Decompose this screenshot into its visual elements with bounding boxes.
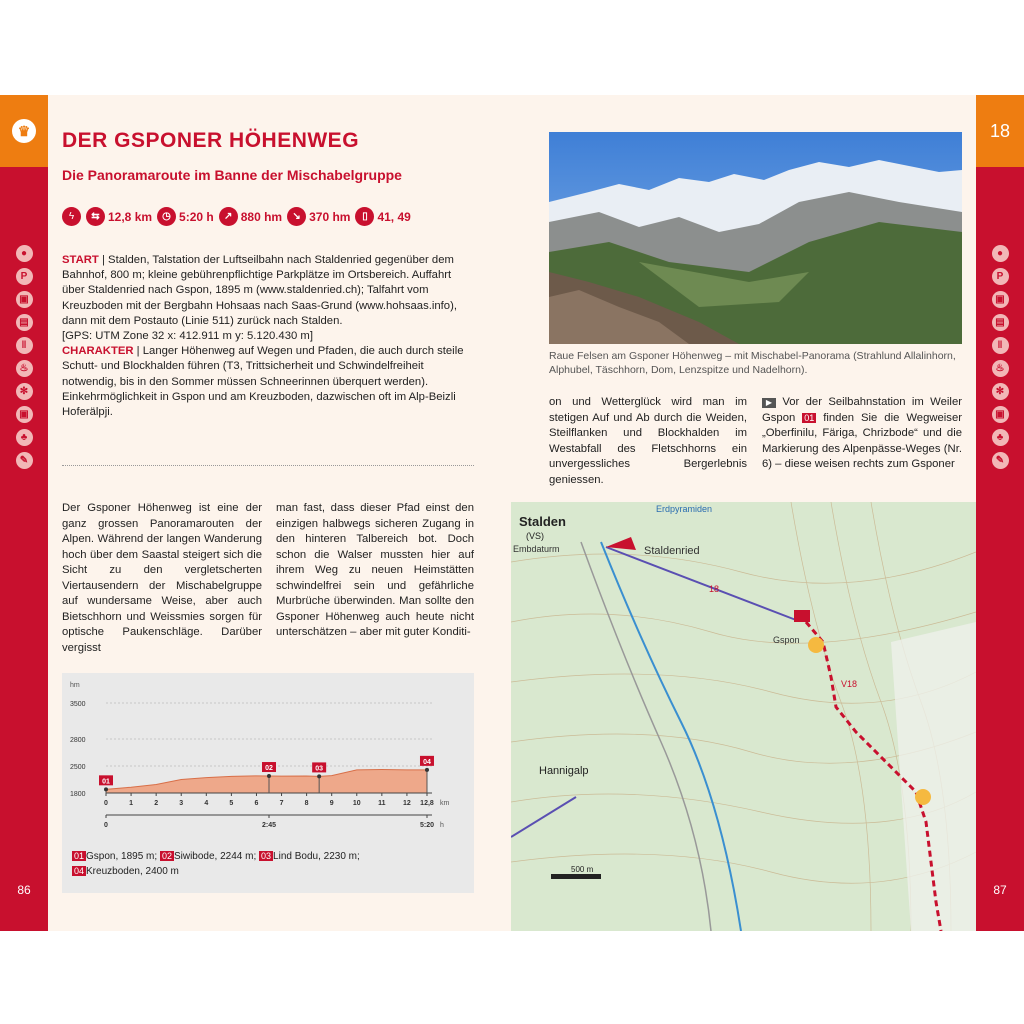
time-tick-label: 2:45: [261, 822, 277, 829]
waypoint-label: 01: [102, 778, 110, 786]
map-value: 41, 49: [377, 209, 411, 224]
time-tick-label: 0: [104, 822, 108, 829]
stat-ascent: [219, 207, 282, 226]
x-tick-label: 5: [229, 800, 234, 807]
label-stalden: Stalden: [519, 514, 566, 529]
y-tick-label: 2800: [70, 737, 86, 744]
distance-icon: ⇆: [86, 207, 105, 226]
snow-icon: ✻: [992, 383, 1009, 400]
page-subtitle: Die Panoramaroute im Banne der Mischabelgruppe: [62, 167, 402, 183]
y-axis-label: hm: [70, 682, 80, 689]
hiker-icon: ✎: [992, 452, 1009, 469]
scale-label: 500 m: [571, 865, 594, 874]
cablecar-icon: ▤: [16, 314, 33, 331]
scale-bar: [551, 874, 601, 879]
label-erdpyramiden: Erdpyramiden: [656, 504, 713, 514]
stat-descent: [287, 207, 350, 226]
bus-icon-2: ▣: [992, 406, 1009, 423]
hiker-icon: ✎: [16, 452, 33, 469]
legend-text-03: Lind Bodu, 2230 m;: [273, 851, 360, 862]
page-title: DER GSPONER HÖHENWEG: [62, 129, 360, 152]
legend-badge-03: 03: [261, 851, 272, 861]
body-column-3: on und Wetterglück wird man im stetigen Auf und Ab durch die Weiden, Steilflanken und Blockhalden im Westabfall des Fletschhorns ein unvergessliches Bergerlebnis geniessen.: [549, 396, 747, 486]
waypoint-label: 03: [315, 765, 324, 773]
descent-value: 370 hm: [309, 209, 351, 224]
restaurant-icon: ǁ: [16, 337, 33, 354]
body-column-1: Der Gsponer Höhenweg ist eine der ganz grossen Panoramarouten der Alpen. Während der langen Wanderung hoch über dem Saastal steigert sich die Sicht zu den vergletscherten Viertausendern der Mischabelgruppe auf wundersame Weise, aber auch Bietschhorn und Weissmies sorgen für optische Paukenschläge. Darüber vergisst: [62, 502, 262, 654]
label-embdaturm: Embdaturm: [513, 544, 560, 554]
x-tick-label: 6: [254, 800, 259, 807]
fire-icon: ♨: [16, 360, 33, 377]
label-gspon: Gspon: [773, 635, 800, 645]
route-label-v18: V18: [841, 679, 858, 689]
ascent-icon: ↗: [219, 207, 238, 226]
x-tick-label: 11: [378, 800, 386, 807]
right-sidebar: [976, 95, 1024, 931]
bear-icon: ●: [16, 245, 33, 262]
x-tick-label: 12,8: [420, 800, 434, 807]
waypoint-badge-01: 01: [804, 412, 815, 423]
label-staldenried: Staldenried: [644, 545, 700, 557]
label-hannigalp: Hannigalp: [539, 765, 589, 777]
parking-icon: P: [992, 268, 1009, 285]
tree-icon: ♣: [992, 429, 1009, 446]
legend-badge-04: 04: [74, 866, 85, 876]
legend-badge-02: 02: [161, 851, 172, 861]
descent-icon: ↘: [287, 207, 306, 226]
x-tick-label: 0: [104, 800, 108, 807]
time-tick-label: 5:20: [419, 822, 434, 829]
body-column-2: man fast, dass dieser Pfad einst den einzigen halbwegs sicheren Zugang in den hinteren Talbereich bot. Doch schon die Walser mussten hier auf ihrem Weg zu neuen Heimstätten schwindelfrei sein und gefährliche Murbrüche überwinden. Man sollte den Gsponer Höhenweg auch heute nicht unterschätzen – aber mit guter Konditi-: [276, 502, 474, 638]
hut-icon-1: [808, 637, 824, 653]
waypoint-01-marker: [794, 610, 810, 622]
charakter-label: CHARAKTER: [62, 345, 134, 358]
body-column-4-post: finden Sie die Wegweiser „Oberfinilu, Färiga, Chrizbode“ und die Markierung des Alpenpässe-Weges (Nr. 6) – diese weisen rechts zum Gsponer: [762, 411, 962, 470]
charakter-text: | Langer Höhenweg auf Wegen und Pfaden, die auch durch steile Schutt- und Blockhalden führen (T3, Trittsicherheit und Schwindelfreiheit notwendig, bis in den Sommer müssen Schneerinnen überquert werden). Einkehrmöglichkeit in Gspon und am Kreuzboden, dazwischen oft im Alp-Beizli Hoferälpji.: [62, 345, 464, 419]
bus-icon: ▣: [16, 291, 33, 308]
waypoint-dot: [425, 768, 429, 772]
stat-distance: [86, 207, 152, 226]
snow-icon: ✻: [16, 383, 33, 400]
photo-caption: Raue Felsen am Gsponer Höhenweg – mit Mischabel-Panorama (Strahlund Allalinhorn, Alphubel, Täschhorn, Dom, Lenzspitze und Nadelhorn).: [549, 350, 956, 376]
feature-icons-right: [976, 245, 1024, 469]
y-tick-label: 1800: [70, 791, 86, 798]
legend-text-02: Siwibode, 2244 m;: [173, 851, 260, 862]
topographic-map: [511, 502, 976, 931]
x-tick-label: 12: [403, 800, 411, 807]
stat-map: [355, 207, 410, 226]
feature-icons: [0, 245, 48, 469]
play-icon: ▶: [762, 398, 776, 408]
divider: [62, 465, 474, 466]
bus-icon-2: ▣: [16, 406, 33, 423]
x-tick-label: 2: [154, 800, 159, 807]
legend-text-01: Gspon, 1895 m;: [86, 851, 160, 862]
waypoint-legend: [72, 849, 464, 879]
start-text: | Stalden, Talstation der Luftseilbahn nach Staldenried gegenüber dem Bahnhof, 800 m; kleine gebührenpflichtige Parkplätze im Ortsbereich. Auffahrt über Staldenried nach Gspon, 1895 m (www.staldenried.ch); Talfahrt vom Kreuzboden mit der Bergbahn Hohsaas nach Saas-Grund (www.hohsaas.info), dann mit dem Postauto (Linie 511) zurück nach Stalden.: [62, 254, 457, 327]
panorama-image: [549, 132, 962, 344]
x-tick-label: 10: [352, 800, 361, 807]
legend-badge-01: 01: [74, 851, 85, 861]
y-tick-label: 3500: [70, 701, 86, 708]
book-spread: [0, 95, 1024, 931]
crown-icon: ♛: [12, 119, 36, 143]
restaurant-icon: ǁ: [992, 337, 1009, 354]
y-tick-label: 2500: [70, 764, 86, 771]
elevation-area: [106, 769, 427, 793]
route-map: [511, 502, 976, 931]
start-label: START: [62, 254, 99, 266]
time-unit-label: h: [440, 822, 444, 829]
info-block: [62, 253, 474, 420]
body-column-4: [762, 395, 962, 473]
bear-icon: ●: [992, 245, 1009, 262]
x-tick-label: 9: [329, 800, 334, 807]
gps-text: [GPS: UTM Zone 32 x: 412.911 m y: 5.120.430 m]: [62, 330, 313, 343]
map-icon: ▯: [355, 207, 374, 226]
elevation-profile: [62, 673, 474, 893]
x-tick-label: 3: [179, 800, 184, 807]
x-tick-label: 1: [129, 800, 134, 807]
page-number-left: 86: [17, 883, 31, 897]
route-label: 18: [709, 584, 720, 594]
tree-icon: ♣: [16, 429, 33, 446]
waypoint-dot: [104, 787, 108, 791]
elevation-chart: [62, 673, 474, 843]
ascent-value: 880 hm: [240, 209, 283, 224]
waypoint-dot: [267, 774, 271, 778]
x-tick-label: 7: [279, 800, 284, 807]
difficulty-icon: ϟ: [62, 207, 81, 226]
distance-value: 12,8 km: [108, 209, 153, 224]
time-value: 5:20 h: [179, 209, 214, 224]
waypoint-label: 04: [423, 758, 431, 766]
parking-icon: P: [16, 268, 33, 285]
waypoint-label: 02: [265, 765, 273, 773]
bus-icon: ▣: [992, 291, 1009, 308]
hut-icon-2: [915, 789, 931, 805]
mountain-photo: [549, 132, 962, 344]
page-number-right: 87: [993, 883, 1007, 897]
legend-text-04: Kreuzboden, 2400 m: [86, 866, 179, 877]
left-sidebar: [0, 95, 48, 931]
tour-number-tab: 18: [976, 95, 1024, 167]
body-column-4-pre: Vor der Seilbahnstation im Weiler Gspon: [762, 396, 962, 424]
x-tick-label: 8: [304, 800, 309, 807]
waypoint-dot: [317, 774, 321, 778]
clock-icon: ◷: [157, 207, 176, 226]
cablecar-icon: ▤: [992, 314, 1009, 331]
category-tab: [0, 95, 48, 167]
fire-icon: ♨: [992, 360, 1009, 377]
label-stalden-vs: (VS): [526, 531, 544, 541]
stat-time: [157, 207, 214, 226]
tour-stats: [62, 207, 411, 226]
x-tick-label: 4: [204, 800, 209, 807]
x-unit-label: km: [440, 800, 450, 807]
